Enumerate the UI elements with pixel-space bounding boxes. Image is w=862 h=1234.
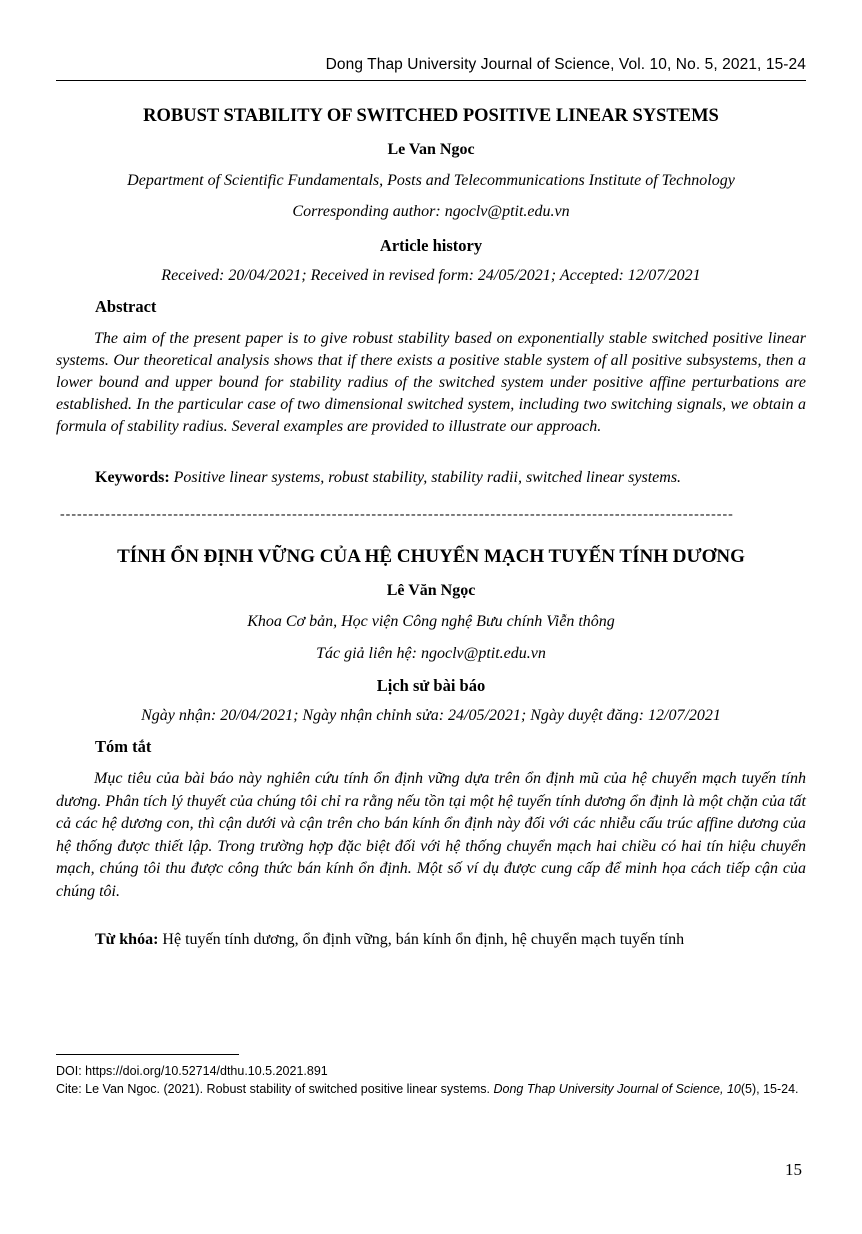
vietnamese-affiliation: Khoa Cơ bản, Học viện Công nghệ Bưu chính Viễn thông <box>247 613 615 630</box>
footnote-citation <box>56 1081 806 1098</box>
english-affiliation: Department of Scientific Fundamentals, Posts and Telecommunications Institute of Technology <box>127 172 735 189</box>
english-abstract-label: Abstract <box>95 297 157 316</box>
running-header: Dong Thap University Journal of Science, Vol. 10, No. 5, 2021, 15-24 <box>325 56 806 73</box>
vietnamese-abstract-label: Tóm tắt <box>95 737 152 756</box>
vietnamese-abstract: Mục tiêu của bài báo này nghiên cứu tính ổn định vững dựa trên ổn định mũ của hệ chuyển mạch tuyến tính dương. Phân tích lý thuyết của chúng tôi chỉ ra rằng nếu tồn tại một hệ tuyến tính dương ổn định là một chặn của tất cả các hệ dương con, thì cận dưới và cận trên cho bán kính ổn định này đối với các nhiễu cấu trúc affine dương của hệ thống được thiết lập. Trong trường hợp đặc biệt đối với hệ thống chuyển mạch hai chiều có hai tín hiệu chuyển mạch, chúng tôi thu được công thức bán kính ổn định. Một số ví dụ được cung cấp để minh họa cách tiếp cận của chúng tôi. <box>56 770 806 900</box>
english-abstract: The aim of the present paper is to give robust stability based on exponentially stable switched positive linear systems. Our theoretical analysis shows that if there exists a positive stable system of all positive subsystems, then a lower bound and upper bound for stability radius of the switched system under positive affine perturbations are established. In the particular case of two dimensional switched system, including two switching signals, we obtain a formula of stability radius. Several examples are provided to illustrate our approach. <box>56 330 806 435</box>
vietnamese-keywords-text: Hệ tuyến tính dương, ổn định vững, bán kính ổn định, hệ chuyển mạch tuyến tính <box>162 931 685 948</box>
citation-prefix: Cite: Le Van Ngoc. (2021). Robust stability of switched positive linear systems. <box>56 1082 490 1096</box>
vietnamese-corresponding-author: Tác giả liên hệ: ngoclv@ptit.edu.vn <box>316 645 546 662</box>
vietnamese-title: TÍNH ỔN ĐỊNH VỮNG CỦA HỆ CHUYỂN MẠCH TUYẾN TÍNH DƯƠNG <box>117 546 745 567</box>
english-history: Received: 20/04/2021; Received in revised form: 24/05/2021; Accepted: 12/07/2021 <box>161 267 701 284</box>
footnote-doi: DOI: https://doi.org/10.52714/dthu.10.5.2021.891 <box>56 1064 328 1078</box>
english-keywords-label: Keywords: <box>95 469 170 486</box>
english-keywords <box>95 469 806 487</box>
footnote-rule <box>56 1054 239 1055</box>
vietnamese-keywords-label: Từ khóa: <box>95 931 159 948</box>
vietnamese-author: Lê Văn Ngọc <box>386 582 476 599</box>
vietnamese-keywords <box>95 931 806 949</box>
citation-volume: 10 <box>726 1082 741 1096</box>
vietnamese-history: Ngày nhận: 20/04/2021; Ngày nhận chỉnh sửa: 24/05/2021; Ngày duyệt đăng: 12/07/2021 <box>141 707 721 724</box>
section-separator: ----------------------------------------------------------------------------------------------------------------------- <box>60 507 734 521</box>
english-keywords-text: Positive linear systems, robust stability, stability radii, switched linear systems. <box>173 469 682 486</box>
citation-journal: Dong Thap University Journal of Science <box>493 1082 720 1096</box>
vietnamese-history-label: Lịch sử bài báo <box>376 676 486 695</box>
english-corresponding-author: Corresponding author: ngoclv@ptit.edu.vn <box>292 203 570 220</box>
header-rule <box>56 80 806 81</box>
english-title: ROBUST STABILITY OF SWITCHED POSITIVE LINEAR SYSTEMS <box>143 106 719 126</box>
english-history-label: Article history <box>379 236 483 255</box>
page-number: 15 <box>785 1160 802 1179</box>
citation-separator: , <box>720 1082 727 1096</box>
english-author: Le Van Ngoc <box>387 141 475 158</box>
citation-issue-pages: (5), 15-24. <box>740 1082 799 1096</box>
